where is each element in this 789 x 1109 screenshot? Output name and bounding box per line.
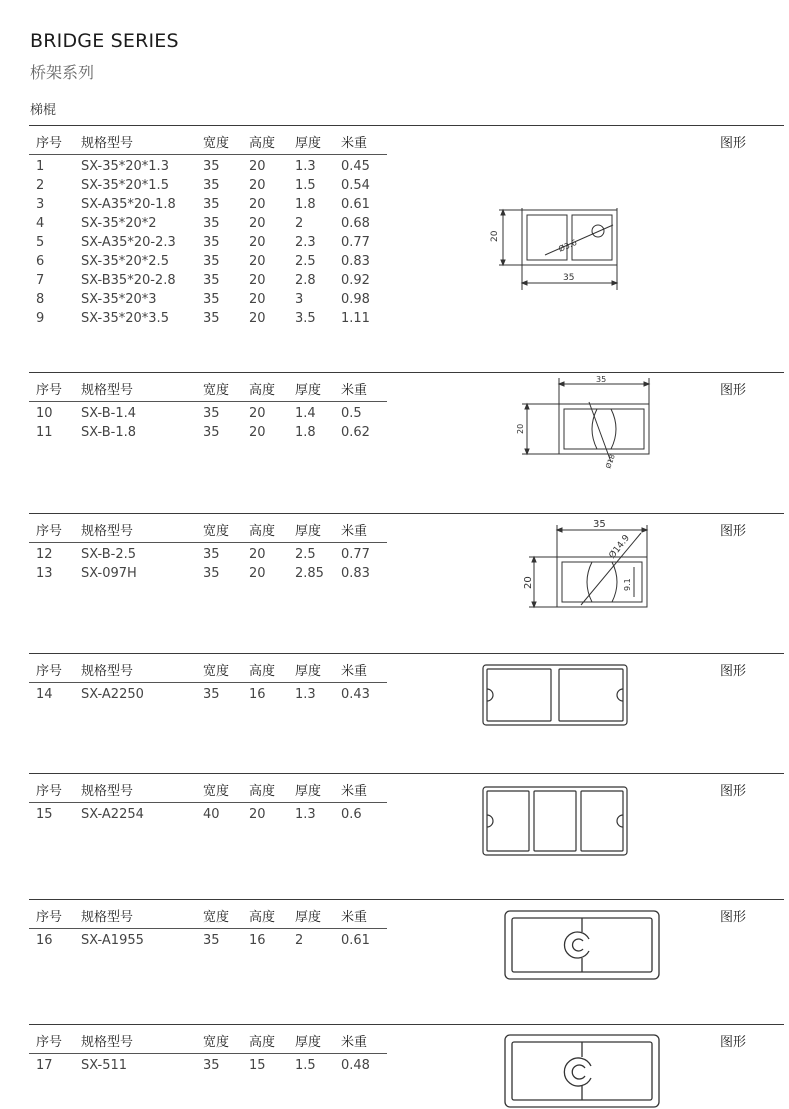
cell-height: 20 bbox=[249, 292, 266, 307]
cell-weight: 0.43 bbox=[341, 687, 370, 702]
profile-drawing-6 bbox=[503, 909, 663, 981]
cell-weight: 0.68 bbox=[341, 216, 370, 231]
cell-height: 15 bbox=[249, 1058, 266, 1073]
cell-width: 35 bbox=[203, 178, 220, 193]
cell-weight: 0.92 bbox=[341, 273, 370, 288]
cell-width: 35 bbox=[203, 425, 220, 440]
table-header bbox=[29, 777, 389, 801]
table-body bbox=[29, 1058, 389, 1077]
cell-width: 35 bbox=[203, 1058, 220, 1073]
cell-width: 35 bbox=[203, 159, 220, 174]
table-row bbox=[29, 1058, 389, 1077]
cell-model: SX-35*20*3.5 bbox=[81, 311, 169, 326]
header-rule bbox=[29, 542, 387, 543]
cell-thickness: 2.3 bbox=[295, 235, 316, 250]
cell-height: 16 bbox=[249, 933, 266, 948]
table-row bbox=[29, 178, 389, 197]
cell-model: SX-B-1.8 bbox=[81, 425, 137, 440]
cell-weight: 0.77 bbox=[341, 547, 370, 562]
cell-weight: 1.11 bbox=[341, 311, 370, 326]
table-row bbox=[29, 292, 389, 311]
header-rule bbox=[29, 154, 387, 155]
table-header bbox=[29, 129, 389, 153]
cell-serial: 10 bbox=[36, 406, 53, 421]
cell-weight: 0.61 bbox=[341, 933, 370, 948]
cell-width: 35 bbox=[203, 311, 220, 326]
table-body bbox=[29, 547, 389, 585]
cell-thickness: 1.3 bbox=[295, 807, 316, 822]
page-subtitle: 桥架系列 bbox=[30, 63, 95, 82]
header-width: 宽度 bbox=[203, 784, 230, 799]
cell-weight: 0.98 bbox=[341, 292, 370, 307]
section-top-rule bbox=[29, 653, 784, 654]
cell-height: 20 bbox=[249, 197, 266, 212]
cell-height: 20 bbox=[249, 273, 266, 288]
spec-section-3 bbox=[29, 513, 784, 625]
header-height: 高度 bbox=[249, 524, 276, 539]
header-serial: 序号 bbox=[36, 1035, 63, 1050]
cell-weight: 0.61 bbox=[341, 197, 370, 212]
header-height: 高度 bbox=[249, 664, 276, 679]
cell-serial: 16 bbox=[36, 933, 53, 948]
header-model: 规格型号 bbox=[81, 664, 134, 679]
figure-label: 图形 bbox=[720, 664, 747, 679]
cell-width: 35 bbox=[203, 254, 220, 269]
dim-inner: 9.1 bbox=[623, 578, 632, 591]
cell-serial: 8 bbox=[36, 292, 45, 307]
cell-width: 35 bbox=[203, 216, 220, 231]
table-row bbox=[29, 687, 389, 706]
table-header bbox=[29, 517, 389, 541]
header-serial: 序号 bbox=[36, 910, 63, 925]
table-row bbox=[29, 406, 389, 425]
header-width: 宽度 bbox=[203, 383, 230, 398]
header-weight: 米重 bbox=[341, 910, 368, 925]
cell-thickness: 2.5 bbox=[295, 254, 316, 269]
table-row bbox=[29, 197, 389, 216]
header-weight: 米重 bbox=[341, 136, 368, 151]
table-body bbox=[29, 406, 389, 444]
table-header bbox=[29, 1028, 389, 1052]
cell-height: 20 bbox=[249, 235, 266, 250]
cell-model: SX-A2254 bbox=[81, 807, 144, 822]
header-thickness: 厚度 bbox=[295, 383, 322, 398]
header-height: 高度 bbox=[249, 1035, 276, 1050]
cell-serial: 13 bbox=[36, 566, 53, 581]
cell-weight: 0.83 bbox=[341, 566, 370, 581]
page-title: BRIDGE SERIES bbox=[30, 30, 179, 52]
cell-height: 16 bbox=[249, 687, 266, 702]
cell-serial: 9 bbox=[36, 311, 45, 326]
spec-section-2 bbox=[29, 372, 784, 484]
cell-thickness: 2.5 bbox=[295, 547, 316, 562]
header-weight: 米重 bbox=[341, 664, 368, 679]
cell-height: 20 bbox=[249, 425, 266, 440]
cell-width: 35 bbox=[203, 406, 220, 421]
header-thickness: 厚度 bbox=[295, 136, 322, 151]
dim-diameter: Ø18 bbox=[604, 453, 617, 470]
cell-height: 20 bbox=[249, 159, 266, 174]
cell-model: SX-A35*20-2.3 bbox=[81, 235, 176, 250]
figure-label: 图形 bbox=[720, 383, 747, 398]
header-weight: 米重 bbox=[341, 383, 368, 398]
dim-diameter: Ø3.6 bbox=[557, 237, 579, 254]
cell-width: 35 bbox=[203, 566, 220, 581]
table-body bbox=[29, 933, 389, 952]
header-thickness: 厚度 bbox=[295, 664, 322, 679]
profile-drawing-7 bbox=[503, 1033, 663, 1109]
header-rule bbox=[29, 682, 387, 683]
header-model: 规格型号 bbox=[81, 784, 134, 799]
header-thickness: 厚度 bbox=[295, 524, 322, 539]
cell-thickness: 2.8 bbox=[295, 273, 316, 288]
cell-thickness: 1.5 bbox=[295, 178, 316, 193]
profile-drawing-2 bbox=[489, 374, 659, 474]
header-height: 高度 bbox=[249, 910, 276, 925]
cell-model: SX-B35*20-2.8 bbox=[81, 273, 176, 288]
category-label: 梯棍 bbox=[30, 103, 57, 118]
cell-model: SX-511 bbox=[81, 1058, 128, 1073]
cell-height: 20 bbox=[249, 406, 266, 421]
header-weight: 米重 bbox=[341, 524, 368, 539]
cell-width: 35 bbox=[203, 235, 220, 250]
cell-thickness: 1.4 bbox=[295, 406, 316, 421]
cell-serial: 3 bbox=[36, 197, 45, 212]
table-row bbox=[29, 216, 389, 235]
cell-serial: 2 bbox=[36, 178, 45, 193]
header-serial: 序号 bbox=[36, 664, 63, 679]
header-model: 规格型号 bbox=[81, 383, 134, 398]
cell-width: 35 bbox=[203, 933, 220, 948]
cell-height: 20 bbox=[249, 547, 266, 562]
cell-width: 35 bbox=[203, 547, 220, 562]
header-serial: 序号 bbox=[36, 383, 63, 398]
cell-model: SX-35*20*2 bbox=[81, 216, 157, 231]
section-top-rule bbox=[29, 125, 784, 126]
table-row bbox=[29, 425, 389, 444]
table-row bbox=[29, 273, 389, 292]
header-thickness: 厚度 bbox=[295, 1035, 322, 1050]
cell-height: 20 bbox=[249, 216, 266, 231]
cell-model: SX-B-1.4 bbox=[81, 406, 137, 421]
table-row bbox=[29, 159, 389, 178]
cell-height: 20 bbox=[249, 566, 266, 581]
cell-thickness: 3 bbox=[295, 292, 304, 307]
header-width: 宽度 bbox=[203, 910, 230, 925]
header-height: 高度 bbox=[249, 136, 276, 151]
spec-section-7 bbox=[29, 1024, 784, 1109]
cell-model: SX-35*20*1.3 bbox=[81, 159, 169, 174]
table-row bbox=[29, 566, 389, 585]
cell-serial: 4 bbox=[36, 216, 45, 231]
cell-thickness: 3.5 bbox=[295, 311, 316, 326]
cell-width: 35 bbox=[203, 292, 220, 307]
header-serial: 序号 bbox=[36, 136, 63, 151]
header-model: 规格型号 bbox=[81, 1035, 134, 1050]
spec-section-4 bbox=[29, 653, 784, 745]
dim-diameter: Ø14.9 bbox=[607, 533, 633, 561]
header-thickness: 厚度 bbox=[295, 784, 322, 799]
cell-thickness: 1.8 bbox=[295, 197, 316, 212]
figure-label: 图形 bbox=[720, 136, 747, 151]
table-body bbox=[29, 159, 389, 330]
cell-weight: 0.5 bbox=[341, 406, 362, 421]
section-top-rule bbox=[29, 372, 784, 373]
cell-serial: 5 bbox=[36, 235, 45, 250]
section-top-rule bbox=[29, 1024, 784, 1025]
section-top-rule bbox=[29, 513, 784, 514]
profile-drawing-4 bbox=[481, 663, 631, 727]
cell-serial: 1 bbox=[36, 159, 45, 174]
header-model: 规格型号 bbox=[81, 136, 134, 151]
cell-thickness: 1.5 bbox=[295, 1058, 316, 1073]
cell-width: 35 bbox=[203, 197, 220, 212]
cell-height: 20 bbox=[249, 178, 266, 193]
cell-model: SX-097H bbox=[81, 566, 137, 581]
cell-weight: 0.77 bbox=[341, 235, 370, 250]
cell-serial: 7 bbox=[36, 273, 45, 288]
cell-width: 35 bbox=[203, 273, 220, 288]
header-weight: 米重 bbox=[341, 784, 368, 799]
header-serial: 序号 bbox=[36, 524, 63, 539]
header-model: 规格型号 bbox=[81, 910, 134, 925]
header-width: 宽度 bbox=[203, 524, 230, 539]
cell-weight: 0.48 bbox=[341, 1058, 370, 1073]
figure-label: 图形 bbox=[720, 524, 747, 539]
cell-model: SX-35*20*2.5 bbox=[81, 254, 169, 269]
header-height: 高度 bbox=[249, 383, 276, 398]
cell-serial: 14 bbox=[36, 687, 53, 702]
header-width: 宽度 bbox=[203, 664, 230, 679]
dim-width: 35 bbox=[596, 375, 607, 384]
cell-width: 35 bbox=[203, 687, 220, 702]
header-rule bbox=[29, 1053, 387, 1054]
table-body bbox=[29, 687, 389, 706]
cell-height: 20 bbox=[249, 254, 266, 269]
section-top-rule bbox=[29, 773, 784, 774]
cell-weight: 0.54 bbox=[341, 178, 370, 193]
cell-model: SX-35*20*1.5 bbox=[81, 178, 169, 193]
table-header bbox=[29, 657, 389, 681]
figure-label: 图形 bbox=[720, 1035, 747, 1050]
cell-model: SX-B-2.5 bbox=[81, 547, 137, 562]
header-width: 宽度 bbox=[203, 136, 230, 151]
header-thickness: 厚度 bbox=[295, 910, 322, 925]
cell-model: SX-A35*20-1.8 bbox=[81, 197, 176, 212]
cell-weight: 0.62 bbox=[341, 425, 370, 440]
cell-model: SX-35*20*3 bbox=[81, 292, 157, 307]
dim-width: 35 bbox=[563, 273, 575, 283]
cell-weight: 0.45 bbox=[341, 159, 370, 174]
cell-serial: 17 bbox=[36, 1058, 53, 1073]
section-top-rule bbox=[29, 899, 784, 900]
cell-thickness: 2 bbox=[295, 216, 304, 231]
figure-label: 图形 bbox=[720, 784, 747, 799]
spec-section-1 bbox=[29, 125, 784, 347]
cell-thickness: 1.3 bbox=[295, 159, 316, 174]
cell-width: 40 bbox=[203, 807, 220, 822]
dim-width: 35 bbox=[593, 519, 606, 530]
figure-label: 图形 bbox=[720, 910, 747, 925]
table-row bbox=[29, 235, 389, 254]
cell-thickness: 2.85 bbox=[295, 566, 324, 581]
cell-weight: 0.83 bbox=[341, 254, 370, 269]
cell-height: 20 bbox=[249, 311, 266, 326]
cell-weight: 0.6 bbox=[341, 807, 362, 822]
cell-serial: 15 bbox=[36, 807, 53, 822]
profile-drawing-5 bbox=[481, 785, 631, 857]
header-rule bbox=[29, 802, 387, 803]
header-weight: 米重 bbox=[341, 1035, 368, 1050]
spec-section-6 bbox=[29, 899, 784, 991]
header-rule bbox=[29, 401, 387, 402]
dim-height: 20 bbox=[516, 423, 525, 434]
cell-thickness: 1.8 bbox=[295, 425, 316, 440]
cell-serial: 6 bbox=[36, 254, 45, 269]
cell-height: 20 bbox=[249, 807, 266, 822]
header-height: 高度 bbox=[249, 784, 276, 799]
cell-thickness: 1.3 bbox=[295, 687, 316, 702]
header-width: 宽度 bbox=[203, 1035, 230, 1050]
table-row bbox=[29, 311, 389, 330]
table-header bbox=[29, 903, 389, 927]
cell-thickness: 2 bbox=[295, 933, 304, 948]
profile-drawing-1 bbox=[485, 200, 655, 290]
cell-model: SX-A1955 bbox=[81, 933, 144, 948]
table-row bbox=[29, 807, 389, 826]
dim-height: 20 bbox=[490, 230, 500, 242]
dim-height: 20 bbox=[523, 576, 534, 589]
table-row bbox=[29, 547, 389, 566]
table-body bbox=[29, 807, 389, 826]
profile-drawing-3 bbox=[489, 515, 659, 615]
spec-section-5 bbox=[29, 773, 784, 865]
header-rule bbox=[29, 928, 387, 929]
cell-model: SX-A2250 bbox=[81, 687, 144, 702]
table-row bbox=[29, 933, 389, 952]
cell-serial: 11 bbox=[36, 425, 53, 440]
table-header bbox=[29, 376, 389, 400]
header-model: 规格型号 bbox=[81, 524, 134, 539]
table-row bbox=[29, 254, 389, 273]
cell-serial: 12 bbox=[36, 547, 53, 562]
header-serial: 序号 bbox=[36, 784, 63, 799]
